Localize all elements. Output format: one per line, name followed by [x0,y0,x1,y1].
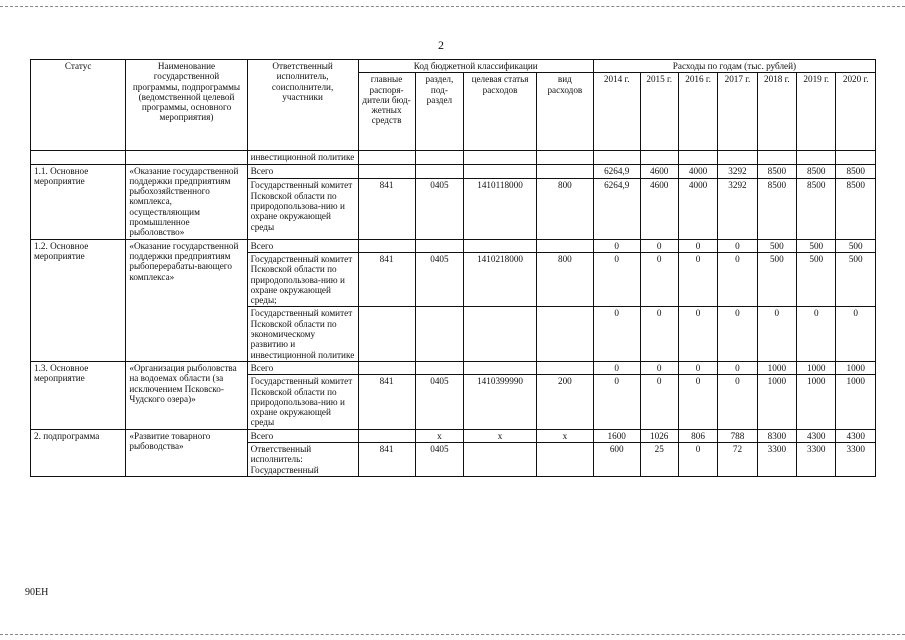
grbs-cell: 841 [358,179,415,239]
year-value-cell: 8500 [757,179,796,239]
grbs-cell [358,164,415,179]
year-value-cell: 6264,9 [593,179,640,239]
year-value-cell: 0 [797,307,836,361]
year-value-cell: 8500 [836,179,876,239]
year-value-cell: 0 [593,239,640,252]
year-value-cell: 500 [836,239,876,252]
year-value-cell: 0 [640,375,678,429]
year-value-cell: 500 [797,239,836,252]
footer-code: 90EH [25,587,49,598]
expense-type-cell: х [536,429,593,442]
year-value-cell [718,151,757,164]
section-cell [415,164,464,179]
header-expenses: Расходы по годам (тыс. рублей) [593,60,875,73]
page-number: 2 [438,38,444,52]
year-value-cell: 0 [678,239,717,252]
year-value-cell: 0 [678,307,717,361]
header-year: 2014 г. [593,73,640,151]
header-year: 2020 г. [836,73,876,151]
year-value-cell: 0 [836,307,876,361]
year-value-cell: 0 [640,252,678,306]
year-value-cell: 0 [718,361,757,374]
year-value-cell: 0 [593,361,640,374]
year-value-cell: 0 [640,307,678,361]
expense-type-cell [536,239,593,252]
year-value-cell: 4000 [678,179,717,239]
expense-type-cell: 800 [536,252,593,306]
year-value-cell: 3292 [718,179,757,239]
executor-cell: Всего [247,239,358,252]
header-year: 2019 г. [797,73,836,151]
year-value-cell: 0 [678,375,717,429]
year-value-cell: 1000 [757,375,796,429]
executor-cell: инвестиционной политике [247,151,358,164]
executor-cell: Всего [247,429,358,442]
year-value-cell: 0 [678,361,717,374]
status-cell: 1.1. Основное мероприятие [31,164,126,239]
year-value-cell: 0 [678,252,717,306]
year-value-cell: 72 [718,443,757,477]
section-cell: 0405 [415,179,464,239]
year-value-cell: 1000 [836,361,876,374]
expense-type-cell: 200 [536,375,593,429]
year-value-cell: 0 [593,375,640,429]
expense-type-cell [536,151,593,164]
expense-type-cell: 800 [536,179,593,239]
header-year: 2018 г. [757,73,796,151]
year-value-cell: 1600 [593,429,640,442]
grbs-cell [358,429,415,442]
budget-table [30,59,876,477]
section-cell [415,239,464,252]
executor-cell: Государственный комитет Псковской области по природопользова-нию и охране окружающей среды [247,375,358,429]
section-cell [415,151,464,164]
year-value-cell [593,151,640,164]
program-name-cell [126,151,247,164]
expense-type-cell [536,361,593,374]
grbs-cell [358,361,415,374]
grbs-cell: 841 [358,252,415,306]
executor-cell: Всего [247,164,358,179]
program-name-cell: «Оказание государственной поддержки предприятиям рыбохозяйственного комплекса, осуществляющим промышленное рыболовство» [126,164,247,239]
header-status: Статус [31,60,126,151]
header-expense-type: вид расходов [536,73,593,151]
year-value-cell: 3300 [757,443,796,477]
year-value-cell: 3292 [718,164,757,179]
year-value-cell: 0 [718,239,757,252]
year-value-cell: 4300 [797,429,836,442]
target-article-cell [464,239,537,252]
year-value-cell [757,151,796,164]
grbs-cell: 841 [358,443,415,477]
year-value-cell: 4600 [640,179,678,239]
target-article-cell: х [464,429,537,442]
table-row [31,151,876,164]
year-value-cell: 806 [678,429,717,442]
grbs-cell [358,307,415,361]
section-cell [415,307,464,361]
program-name-cell: «Развитие товарного рыбоводства» [126,429,247,476]
year-value-cell: 788 [718,429,757,442]
table-row [31,239,876,252]
header-grbs: главные распоря-дители бюд-жетных средств [358,73,415,151]
target-article-cell: 1410218000 [464,252,537,306]
table-row [31,164,876,179]
executor-cell: Государственный комитет Псковской области по природопользова-нию и охране окружающей среды; [247,252,358,306]
program-name-cell: «Организация рыболовства на водоемах области (за исключением Псковско-Чудского озера)» [126,361,247,429]
year-value-cell: 0 [718,375,757,429]
header-executor: Ответственный исполнитель, соисполнители, участники [247,60,358,151]
executor-cell: Ответственный исполнитель: Государственный [247,443,358,477]
executor-cell: Всего [247,361,358,374]
top-scan-edge [0,6,905,7]
year-value-cell: 1000 [797,361,836,374]
year-value-cell: 500 [836,252,876,306]
target-article-cell [464,151,537,164]
year-value-cell: 0 [593,307,640,361]
year-value-cell: 500 [757,252,796,306]
header-row-1 [31,60,876,73]
grbs-cell [358,151,415,164]
year-value-cell: 0 [718,307,757,361]
status-cell: 2. подпрограмма [31,429,126,476]
expense-type-cell [536,164,593,179]
year-value-cell: 8500 [797,164,836,179]
year-value-cell: 3300 [797,443,836,477]
program-name-cell: «Оказание государственной поддержки предприятиям рыбоперерабаты-вающего комплекса» [126,239,247,361]
year-value-cell: 1000 [757,361,796,374]
header-section: раздел, под-раздел [415,73,464,151]
year-value-cell: 4600 [640,164,678,179]
year-value-cell: 6264,9 [593,164,640,179]
year-value-cell: 0 [718,252,757,306]
year-value-cell: 600 [593,443,640,477]
year-value-cell: 4300 [836,429,876,442]
executor-cell: Государственный комитет Псковской области по экономическому развитию и инвестиционной политике [247,307,358,361]
section-cell [415,361,464,374]
target-article-cell [464,443,537,477]
expense-type-cell [536,307,593,361]
target-article-cell [464,361,537,374]
table-row [31,429,876,442]
year-value-cell: 8300 [757,429,796,442]
grbs-cell: 841 [358,375,415,429]
year-value-cell: 25 [640,443,678,477]
year-value-cell: 1000 [797,375,836,429]
section-cell: 0405 [415,252,464,306]
year-value-cell [797,151,836,164]
header-year: 2015 г. [640,73,678,151]
year-value-cell: 8500 [836,164,876,179]
status-cell: 1.3. Основное мероприятие [31,361,126,429]
year-value-cell: 0 [640,361,678,374]
year-value-cell: 3300 [836,443,876,477]
header-year: 2016 г. [678,73,717,151]
year-value-cell [836,151,876,164]
year-value-cell: 4000 [678,164,717,179]
header-target-article: целевая статья расходов [464,73,537,151]
year-value-cell: 500 [797,252,836,306]
year-value-cell: 0 [757,307,796,361]
target-article-cell: 1410118000 [464,179,537,239]
section-cell: 0405 [415,443,464,477]
bottom-scan-edge [0,634,905,635]
year-value-cell: 0 [678,443,717,477]
header-year: 2017 г. [718,73,757,151]
section-cell: х [415,429,464,442]
year-value-cell [640,151,678,164]
year-value-cell: 8500 [797,179,836,239]
year-value-cell: 8500 [757,164,796,179]
status-cell: 1.2. Основное мероприятие [31,239,126,361]
expense-type-cell [536,443,593,477]
year-value-cell: 500 [757,239,796,252]
year-value-cell: 0 [640,239,678,252]
grbs-cell [358,239,415,252]
target-article-cell: 1410399990 [464,375,537,429]
status-cell [31,151,126,164]
header-budget-code: Код бюджетной классификации [358,60,593,73]
table-row [31,361,876,374]
year-value-cell: 0 [593,252,640,306]
executor-cell: Государственный комитет Псковской области по природопользова-нию и охране окружающей среды [247,179,358,239]
year-value-cell: 1000 [836,375,876,429]
target-article-cell [464,164,537,179]
year-value-cell [678,151,717,164]
section-cell: 0405 [415,375,464,429]
year-value-cell: 1026 [640,429,678,442]
header-program-name: Наименование государственной программы, подпрограммы (ведомственной целевой программы, основного мероприятия) [126,60,247,151]
target-article-cell [464,307,537,361]
